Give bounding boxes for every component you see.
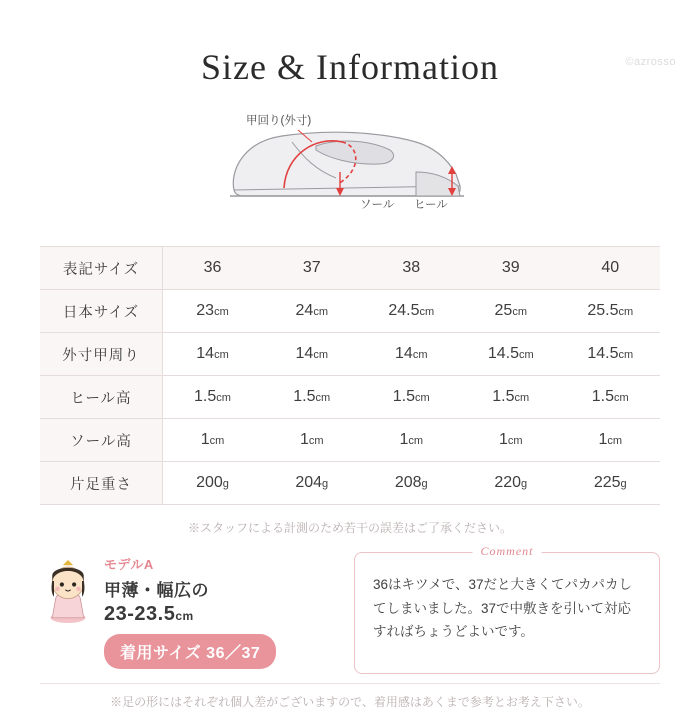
footer-note: ※足の形にはそれぞれ個人差がございますので、着用感はあくまで参考とお考え下さい。 bbox=[110, 695, 590, 710]
diagram-label-sole: ソール bbox=[360, 199, 395, 212]
model-name: モデルA bbox=[104, 557, 154, 573]
row-label-instep: 外寸甲周り bbox=[40, 333, 163, 376]
cell-japan-size-38: 24.5cm bbox=[362, 290, 462, 333]
table-row bbox=[40, 333, 660, 376]
cell-japan-size-39: 25cm bbox=[461, 290, 561, 333]
model-foot-size: 23-23.5cm bbox=[104, 603, 194, 626]
cell-sole-36: 1cm bbox=[163, 419, 263, 462]
cell-weight-36: 200g bbox=[163, 462, 263, 505]
page-title: Size & Information bbox=[201, 47, 499, 88]
row-label-sole-height: ソール高 bbox=[40, 419, 163, 462]
model-feature: 甲薄・幅広の bbox=[104, 581, 209, 601]
cell-sole-37: 1cm bbox=[262, 419, 362, 462]
watermark: ©azrosso bbox=[625, 56, 676, 69]
table-header-size-0: 36 bbox=[163, 247, 263, 290]
cell-japan-size-37: 24cm bbox=[262, 290, 362, 333]
table-header-label: 表記サイズ bbox=[40, 247, 163, 290]
page-root bbox=[0, 24, 700, 710]
cell-sole-39: 1cm bbox=[461, 419, 561, 462]
cell-sole-38: 1cm bbox=[362, 419, 462, 462]
size-table bbox=[40, 246, 660, 505]
cell-japan-size-36: 23cm bbox=[163, 290, 263, 333]
model-block bbox=[40, 552, 340, 669]
cell-weight-39: 220g bbox=[461, 462, 561, 505]
table-header-size-4: 40 bbox=[561, 247, 661, 290]
cell-weight-40: 225g bbox=[561, 462, 661, 505]
wear-size-badge: 着用サイズ 36／37 bbox=[104, 634, 276, 669]
cell-instep-37: 14cm bbox=[262, 333, 362, 376]
table-header-row bbox=[40, 247, 660, 290]
diagram-label-heel: ヒール bbox=[414, 199, 448, 212]
row-label-japan-size: 日本サイズ bbox=[40, 290, 163, 333]
table-header-size-1: 37 bbox=[262, 247, 362, 290]
shoe-diagram bbox=[0, 112, 700, 232]
model-text bbox=[104, 552, 276, 669]
cell-heel-40: 1.5cm bbox=[561, 376, 661, 419]
cell-weight-37: 204g bbox=[262, 462, 362, 505]
cell-instep-36: 14cm bbox=[163, 333, 263, 376]
shoe-illustration-icon bbox=[220, 112, 480, 222]
cell-sole-40: 1cm bbox=[561, 419, 661, 462]
comment-title: Comment bbox=[473, 544, 542, 559]
table-header-size-2: 38 bbox=[362, 247, 462, 290]
measurement-note: ※スタッフによる計測のため若干の誤差はご了承ください。 bbox=[187, 521, 512, 536]
cell-japan-size-40: 25.5cm bbox=[561, 290, 661, 333]
footer-divider bbox=[40, 683, 660, 684]
model-avatar-icon bbox=[40, 560, 96, 623]
comment-box bbox=[354, 544, 660, 674]
table-row bbox=[40, 462, 660, 505]
row-label-weight: 片足重さ bbox=[40, 462, 163, 505]
cell-heel-36: 1.5cm bbox=[163, 376, 263, 419]
cell-heel-38: 1.5cm bbox=[362, 376, 462, 419]
table-header-size-3: 39 bbox=[461, 247, 561, 290]
cell-heel-37: 1.5cm bbox=[262, 376, 362, 419]
cell-instep-38: 14cm bbox=[362, 333, 462, 376]
table-row bbox=[40, 419, 660, 462]
cell-instep-40: 14.5cm bbox=[561, 333, 661, 376]
cell-weight-38: 208g bbox=[362, 462, 462, 505]
diagram-label-instep: 甲回り(外寸) bbox=[246, 115, 312, 128]
table-row bbox=[40, 290, 660, 333]
cell-heel-39: 1.5cm bbox=[461, 376, 561, 419]
table-row bbox=[40, 376, 660, 419]
cell-instep-39: 14.5cm bbox=[461, 333, 561, 376]
model-comment-section bbox=[40, 544, 660, 674]
row-label-heel-height: ヒール高 bbox=[40, 376, 163, 419]
comment-text: 36はキツメで、37だと大きくてパカパカしてしまいました。37で中敷きを引いて対応すればちょうどよいです。 bbox=[373, 577, 632, 640]
